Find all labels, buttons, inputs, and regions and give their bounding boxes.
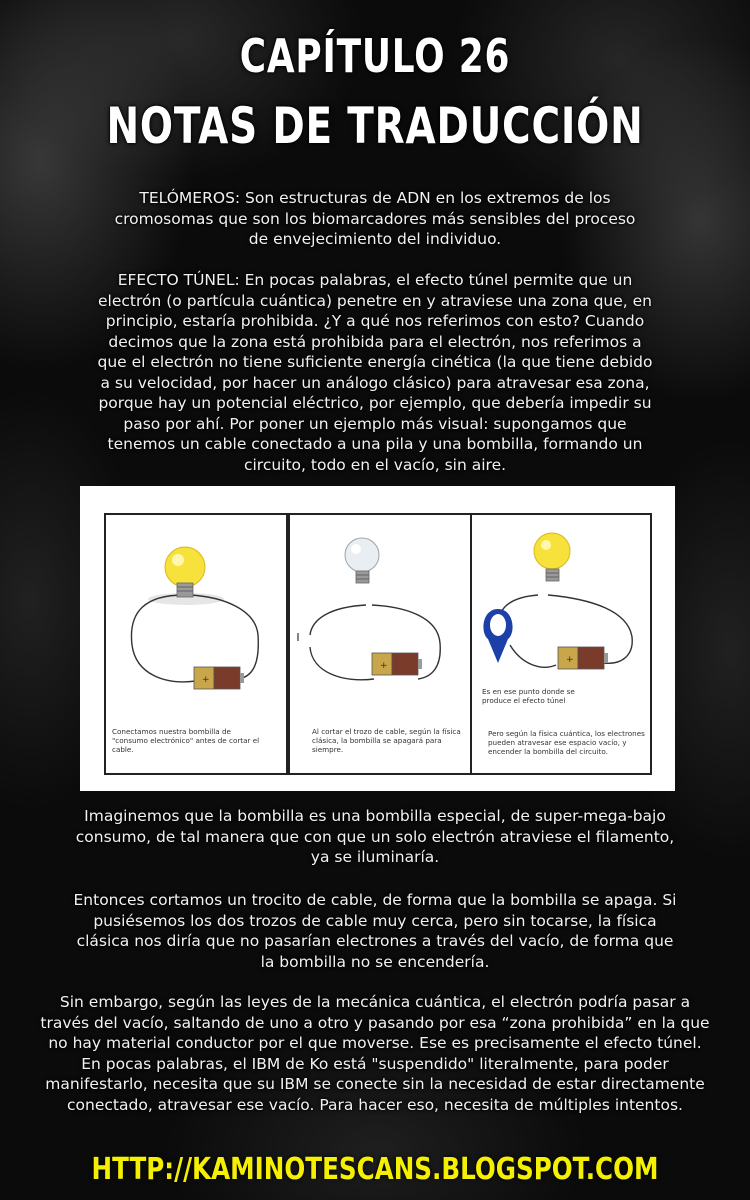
location-marker-icon [483,609,512,663]
diagram-panel-tunnel [470,513,652,775]
battery-icon [194,667,244,689]
battery-icon [558,647,608,669]
caption-connected: Conectamos nuestra bombilla de "consumo electrónico" antes de cortar el cable. [112,727,260,754]
circuit-diagram [80,486,675,791]
svg-text:+: + [380,661,388,671]
translation-notes-title: NOTAS DE TRADUCCIÓN [106,97,644,155]
note-sin-embargo: Sin embargo, según las leyes de la mecánica cuántica, el electrón podría pasar a través del vacío, saltando de uno a otro y pasando por esa “zona prohibida” en la que no hay material conductor por el que moverse. Ese es precisamente el efecto túnel. En pocas palabras, el IBM de Ko está "suspendido" literalmente, para poder manifestarlo, necesita que su IBM se conecte sin la necesidad de estar directamente conectado, atravesar ese vacío. Para hacer eso, necesita de múltiples intentos. [40,993,710,1114]
svg-text:+: + [202,675,210,685]
note-bombilla: Imaginemos que la bombilla es una bombilla especial, de super-mega-bajo consumo, de tal manera que con que un solo electrón atraviese el filamento, ya se iluminaría. [75,807,675,866]
battery-icon [372,653,422,675]
bulb-on-icon [534,533,570,569]
note-telomeros: TELÓMEROS: Son estructuras de ADN en los extremos de los cromosomas que son los biomarcadores más sensibles del proceso de envejecimiento del individuo. [114,189,636,248]
chapter-title: CAPÍTULO 26 [239,29,511,83]
caption-tunnel: Pero según la física cuántica, los electrones pueden atravesar ese espacio vacío, y encender la bombilla del circuito. [488,729,645,756]
diagram-panel-connected [104,513,288,775]
tunnel-zone-label: Es en ese punto donde se produce el efecto túnel [482,687,575,705]
svg-text:+: + [566,655,574,665]
note-cortamos: Entonces cortamos un trocito de cable, de forma que la bombilla se apaga. Si pusiésemos los dos trozos de cable muy cerca, pero sin tocarse, la física clásica nos diría que no pasarían electrones a través del vacío, de forma que la bombilla no se encendería. [73,891,677,971]
caption-cut: Al cortar el trozo de cable, según la física clásica, la bombilla se apagará para siempre. [312,727,461,754]
bulb-on-icon [165,547,205,587]
scanlation-url: HTTP://KAMINOTESCANS.BLOGSPOT.COM [91,1152,659,1187]
note-efecto-tunel: EFECTO TÚNEL: En pocas palabras, el efecto túnel permite que un electrón (o partícula cuántica) penetre en y atraviese una zona que, en principio, estaría prohibida. ¿Y a qué nos referimos con esto? Cuando decimos que la zona está prohibida para el electrón, nos referimos a que el electrón no tiene suficiente energía cinética (la que tiene debido a su velocidad, por hacer un análogo clásico) para atravesar esa zona, porque hay un potencial eléctrico, por ejemplo, que debería impedir su paso por ahí. Por poner un ejemplo más visual: supongamos que tenemos un cable conectado a una pila y una bombilla, formando un circuito, todo en el vacío, sin aire. [97,271,653,474]
bulb-off-icon [345,538,379,572]
diagram-panel-cut [288,513,472,775]
